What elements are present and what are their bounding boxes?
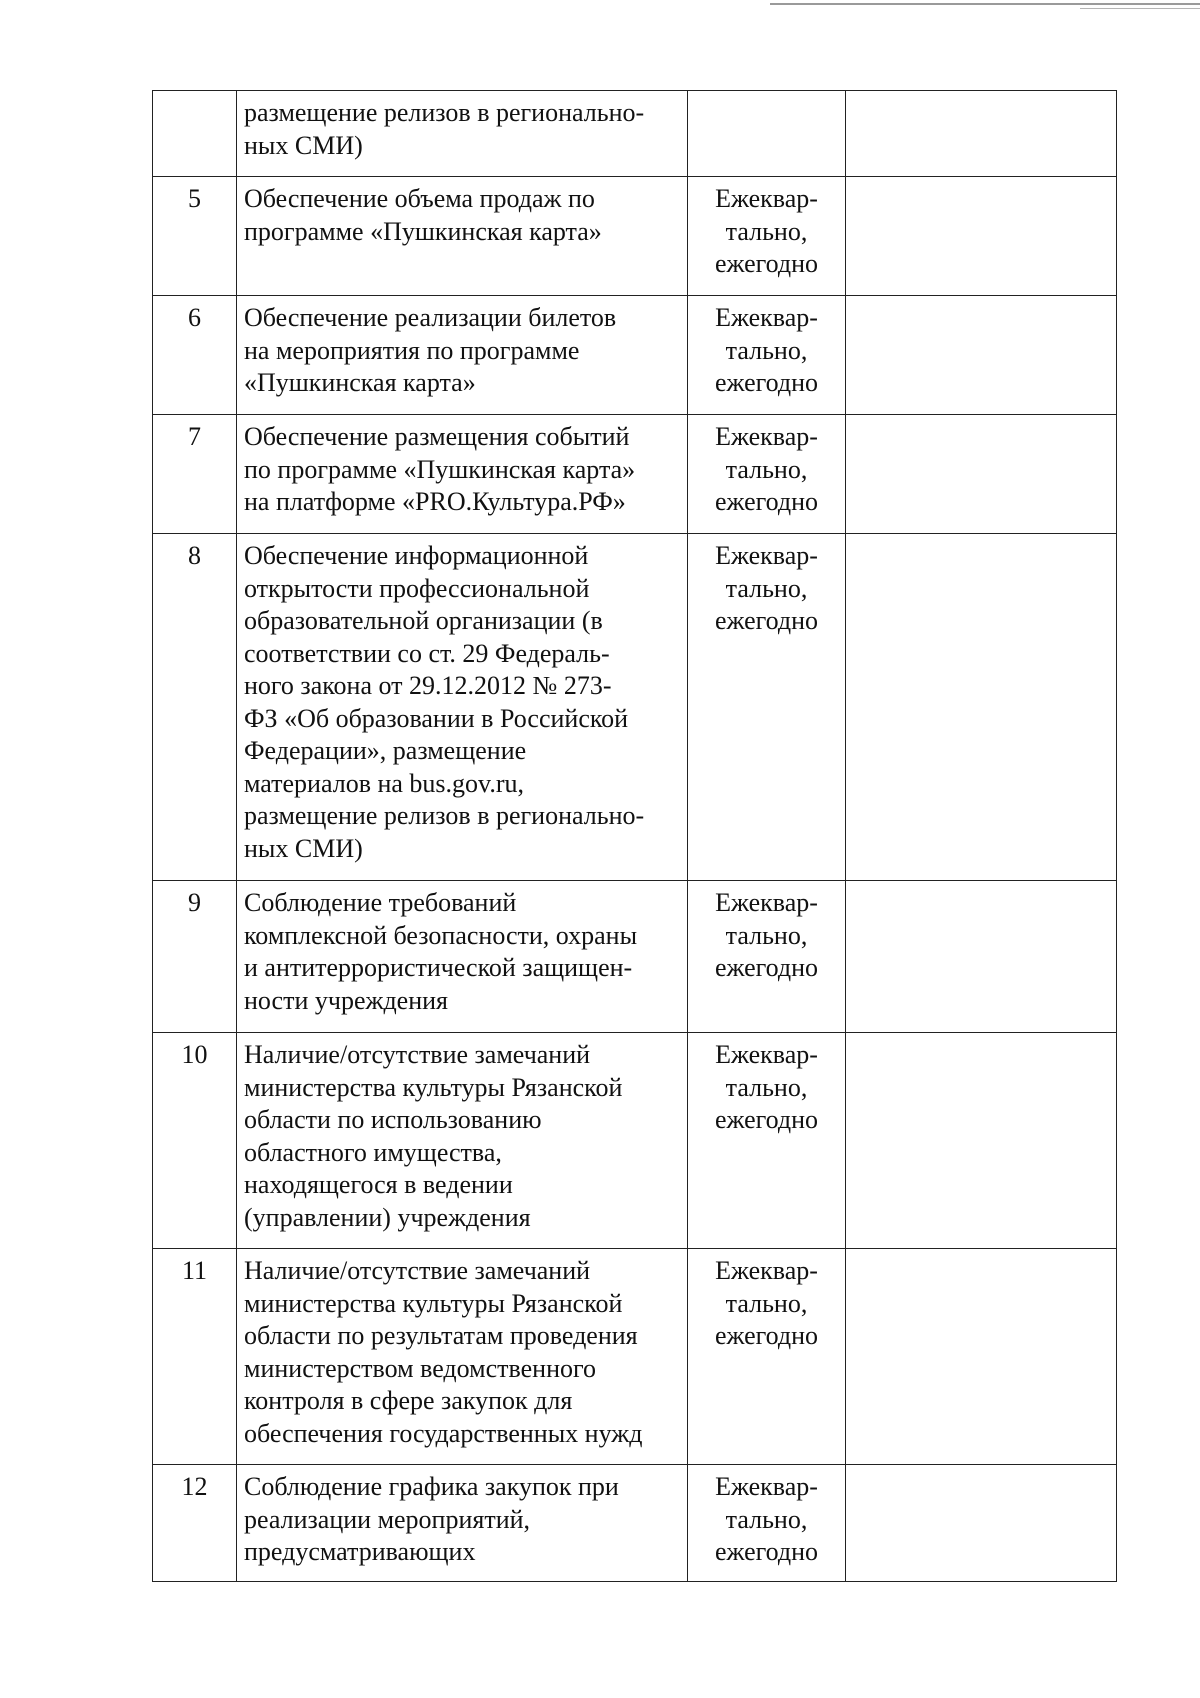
extra-cell: [846, 1249, 1117, 1465]
reporting-period: Ежеквар- тально, ежегодно: [688, 1249, 846, 1465]
extra-cell: [846, 1033, 1117, 1249]
indicator-name: Обеспечение объема продаж по программе «Пушкинская карта»: [237, 177, 688, 296]
reporting-period: Ежеквар- тально, ежегодно: [688, 177, 846, 296]
table-row: [153, 296, 1117, 415]
reporting-period: Ежеквар- тально, ежегодно: [688, 1033, 846, 1249]
row-number: 8: [153, 534, 237, 881]
extra-cell: [846, 1465, 1117, 1582]
row-number: 11: [153, 1249, 237, 1465]
table-row: [153, 881, 1117, 1033]
extra-cell: [846, 881, 1117, 1033]
extra-cell: [846, 177, 1117, 296]
reporting-period: [688, 91, 846, 177]
table-row: [153, 1033, 1117, 1249]
indicators-table: [152, 90, 1117, 1582]
indicator-name: Обеспечение реализации билетов на мероприятия по программе «Пушкинская карта»: [237, 296, 688, 415]
scan-artifact-line: [770, 3, 1200, 5]
row-number: [153, 91, 237, 177]
table-row: [153, 1249, 1117, 1465]
row-number: 10: [153, 1033, 237, 1249]
indicator-name: Наличие/отсутствие замечаний министерства культуры Рязанской области по результатам проведения министерством ведомственного контроля в сфере закупок для обеспечения государственных нужд: [237, 1249, 688, 1465]
table-row: [153, 1465, 1117, 1582]
reporting-period: Ежеквар- тально, ежегодно: [688, 1465, 846, 1582]
table-row: [153, 415, 1117, 534]
row-number: 9: [153, 881, 237, 1033]
extra-cell: [846, 91, 1117, 177]
reporting-period: Ежеквар- тально, ежегодно: [688, 415, 846, 534]
table-row: [153, 177, 1117, 296]
reporting-period: Ежеквар- тально, ежегодно: [688, 881, 846, 1033]
table-row: [153, 91, 1117, 177]
extra-cell: [846, 415, 1117, 534]
indicator-name: размещение релизов в регионально- ных СМИ): [237, 91, 688, 177]
indicator-name: Соблюдение графика закупок при реализации мероприятий, предусматривающих: [237, 1465, 688, 1582]
indicator-name: Обеспечение информационной открытости профессиональной образовательной организации (в соответствии со ст. 29 Федераль- ного закона от 29.12.2012 № 273- ФЗ «Об образовании в Российской Федерации», размещение материалов на bus.gov.ru, размещение релизов в регионально- ных СМИ): [237, 534, 688, 881]
scan-artifact-line: [1080, 8, 1200, 9]
table-row: [153, 534, 1117, 881]
extra-cell: [846, 534, 1117, 881]
extra-cell: [846, 296, 1117, 415]
reporting-period: Ежеквар- тально, ежегодно: [688, 534, 846, 881]
row-number: 7: [153, 415, 237, 534]
row-number: 6: [153, 296, 237, 415]
reporting-period: Ежеквар- тально, ежегодно: [688, 296, 846, 415]
indicator-name: Обеспечение размещения событий по программе «Пушкинская карта» на платформе «PRO.Культура.РФ»: [237, 415, 688, 534]
indicator-name: Соблюдение требований комплексной безопасности, охраны и антитеррористической защищен- ности учреждения: [237, 881, 688, 1033]
indicator-name: Наличие/отсутствие замечаний министерства культуры Рязанской области по использованию областного имущества, находящегося в ведении (управлении) учреждения: [237, 1033, 688, 1249]
row-number: 12: [153, 1465, 237, 1582]
row-number: 5: [153, 177, 237, 296]
